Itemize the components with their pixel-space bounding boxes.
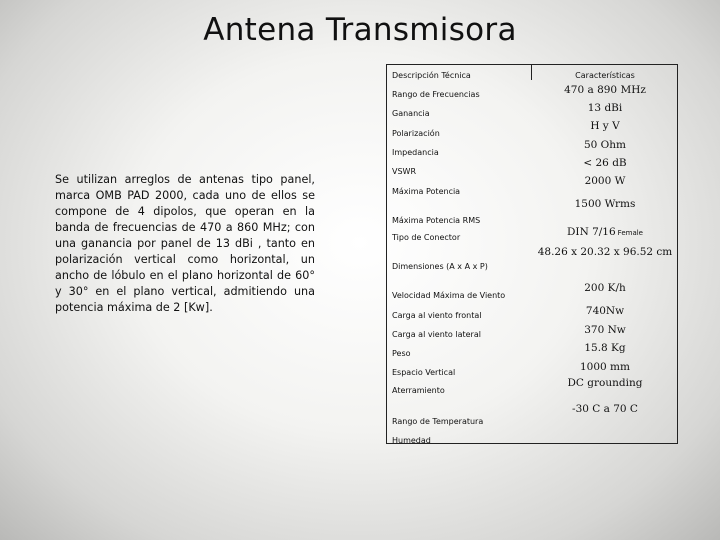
label-temperature-range: Rango de Temperatura: [392, 417, 484, 426]
label-max-power: Máxima Potencia: [392, 187, 461, 196]
value-weight: 15.8 Kg: [584, 342, 626, 354]
description-paragraph: Se utilizan arreglos de antenas tipo panel, marca OMB PAD 2000, cada uno de ellos se compone de 4 dipolos, que operan en la banda de frecuencias de 470 a 860 MHz; con una ganancia por panel de 13 dBi , tanto en polarización vertical como horizontal, un ancho de lóbulo en el plano horizontal de 60° y 30° en el plano vertical, admitiendo una potencia máxima de 2 [Kw].: [55, 173, 315, 314]
value-polarization: H y V: [590, 120, 620, 132]
value-max-power-rms: 1500 Wrms: [574, 198, 636, 210]
value-lateral-wind-load: 370 Nw: [584, 324, 626, 336]
slide-title: Antena Transmisora: [203, 12, 517, 48]
value-gain: 13 dBi: [587, 102, 623, 114]
table-header-label: Descripción Técnica: [392, 71, 471, 80]
label-connector-type: Tipo de Conector: [392, 233, 461, 242]
label-polarization: Polarización: [392, 129, 440, 138]
label-max-power-rms: Máxima Potencia RMS: [392, 216, 481, 225]
label-weight: Peso: [392, 349, 411, 358]
label-vertical-space: Espacio Vertical: [392, 368, 456, 377]
value-temperature-range: -30 C a 70 C: [572, 403, 638, 415]
label-max-wind-speed: Velocidad Máxima de Viento: [392, 291, 506, 300]
value-vswr: < 26 dB: [583, 157, 627, 169]
value-max-wind-speed: 200 K/h: [584, 282, 626, 294]
label-impedance: Impedancia: [392, 148, 439, 157]
value-connector-suffix: Female: [617, 229, 643, 237]
value-impedance: 50 Ohm: [583, 139, 627, 151]
value-vertical-space: 1000 mm: [580, 361, 630, 373]
label-frequency-range: Rango de Frecuencias: [392, 90, 480, 99]
value-grounding: DC grounding: [567, 377, 643, 389]
label-dimensions: Dimensiones (A x A x P): [392, 262, 488, 271]
label-grounding: Aterramiento: [392, 386, 445, 395]
label-gain: Ganancia: [392, 109, 430, 118]
value-max-power: 2000 W: [584, 175, 626, 187]
table-header-value: Características: [575, 71, 635, 80]
label-lateral-wind-load: Carga al viento lateral: [392, 330, 481, 339]
label-humidity: Humedad: [392, 436, 431, 445]
value-frequency-range: 470 a 890 MHz: [564, 84, 646, 96]
value-connector-main: DIN 7/16: [567, 226, 616, 238]
label-frontal-wind-load: Carga al viento frontal: [392, 311, 482, 320]
value-connector-type: [532, 226, 678, 238]
label-vswr: VSWR: [392, 167, 417, 176]
value-frontal-wind-load: 740Nw: [585, 305, 625, 317]
value-dimensions: 48.26 x 20.32 x 96.52 cm: [537, 246, 673, 258]
